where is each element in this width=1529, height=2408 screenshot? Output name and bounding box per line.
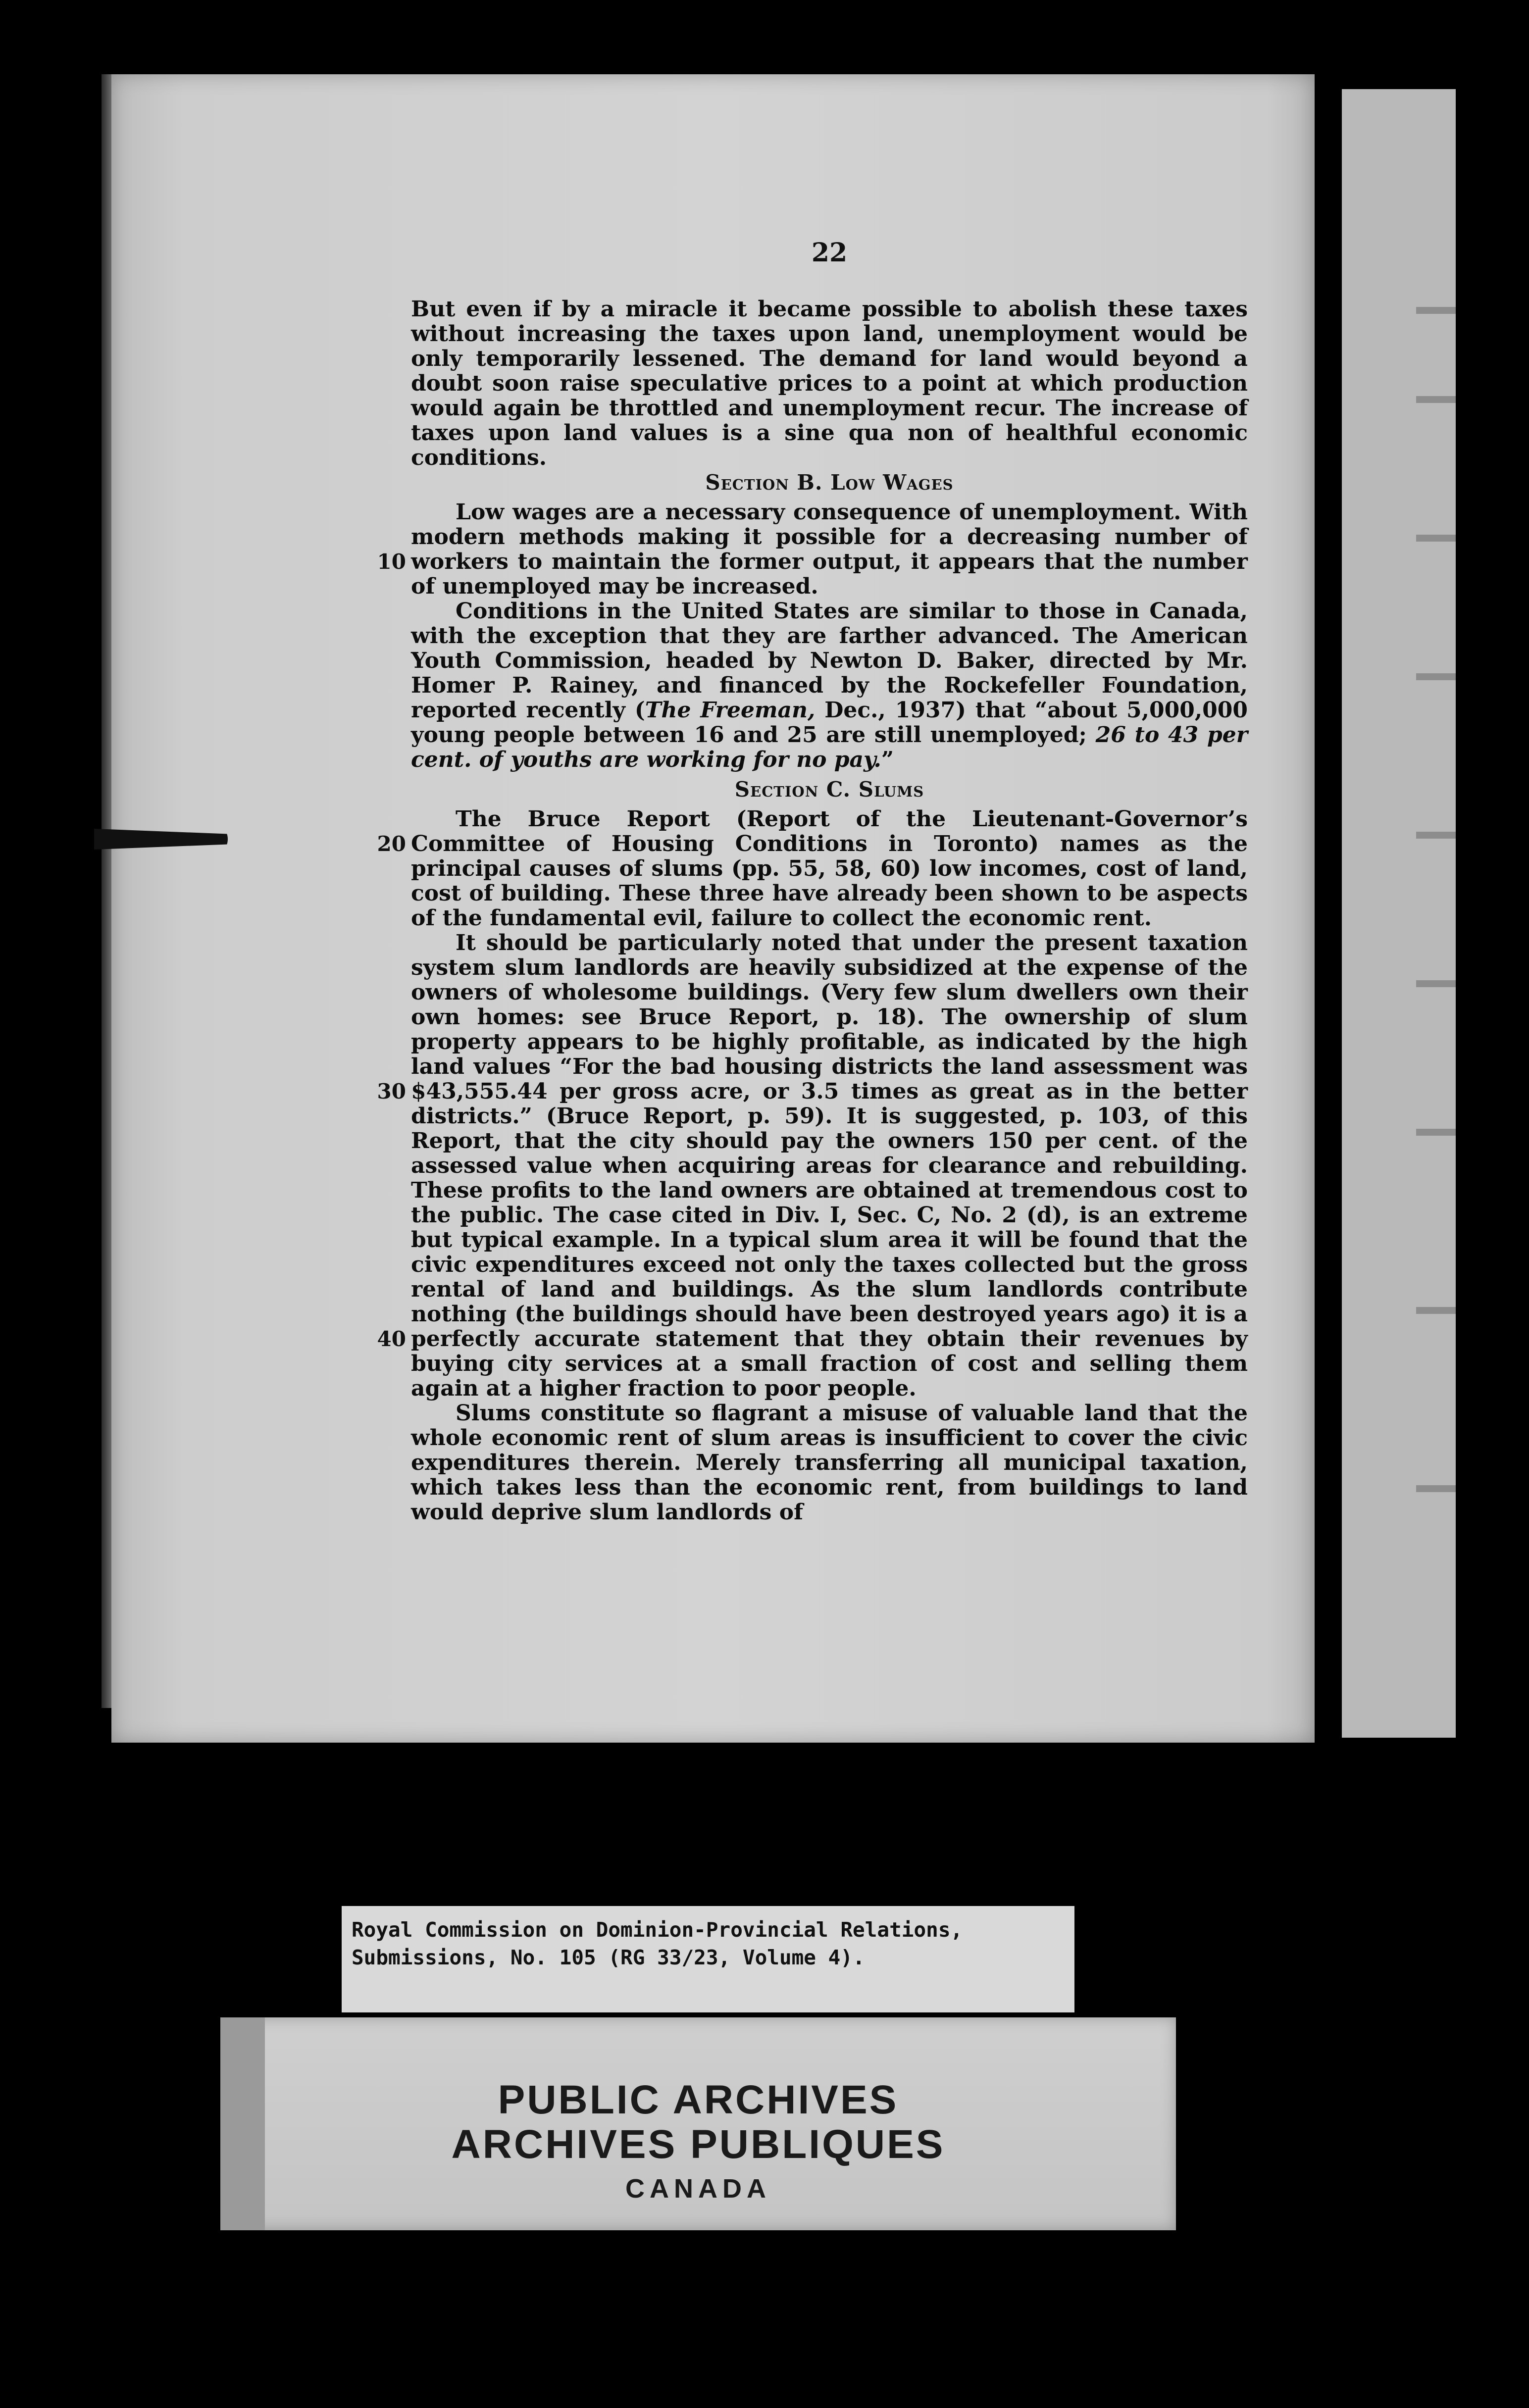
line-number-40: 40 <box>377 1327 406 1351</box>
section-b-heading: Section B. Low Wages <box>705 470 954 495</box>
line-number-10: 10 <box>377 550 406 574</box>
page-number: 22 <box>811 238 848 268</box>
archives-line-1: PUBLIC ARCHIVES <box>498 2077 899 2122</box>
paragraph-3-text <box>411 599 1248 772</box>
citation-line-1: Royal Commission on Dominion-Provincial Relations, <box>352 1918 963 1942</box>
paragraph-5-text: It should be particularly noted that under the present taxation system slum landlords are heavily subsidized at the expense of the owners of wholesome buildings. (Very few slum dwellers own their own homes: see Bruce Report, p. 18). The ownership of slum property appears to be highly profitable, as indicated by the high land values “For the bad housing districts the land assessment was $43,555.44 per gross acre, or 3.5 times as great as in the better districts.” (Bruce Report, p. 59). It is suggested, p. 103, of this Report, that the city should pay the owners 150 per cent. of the assessed value when acquiring areas for clearance and rebuilding. These profits to the land owners are obtained at tremendous cost to the public. The case cited in Div. I, Sec. C, No. 2 (d), is an extreme but typical example. In a typical slum area it will be found that the civic expenditures exceed not only the taxes collected but the gross rental of land and buildings. As the slum landlords contribute nothing (the buildings should have been destroyed years ago) it is a perfectly accurate statement that they obtain their revenues by buying city services at a small fraction of cost and selling them again at a higher fraction to poor people. <box>411 930 1248 1401</box>
paragraph-4-text: The Bruce Report (Report of the Lieutenant-Governor’s Committee of Housing Conditions in Toronto) names as the principal causes of slums (pp. 55, 58, 60) low incomes, cost of land, cost of building. These three have already been shown to be aspects of the fundamental evil, failure to collect the economic rent. <box>411 806 1248 931</box>
archives-stamp <box>220 2017 1176 2230</box>
citation-line-2: Submissions, No. 105 (RG 33/23, Volume 4). <box>352 1946 865 1969</box>
line-number-20: 20 <box>377 832 406 856</box>
citation-label <box>342 1906 1074 2012</box>
paragraph-3-source-italic: The Freeman, <box>645 698 815 723</box>
adjacent-page-edge <box>1342 89 1456 1738</box>
paragraph-3-quote-italic: 26 to 43 per cent. of youths are working for no pay. <box>411 722 1248 772</box>
paragraph-low-wages <box>411 500 1248 772</box>
paragraph-3-part-c: ” <box>881 747 894 772</box>
paragraph-unemployment <box>411 297 1248 470</box>
section-c-heading: Section C. Slums <box>734 777 924 802</box>
paragraph-6-text: Slums constitute so flagrant a misuse of valuable land that the whole economic rent of slum areas is insufficient to cover the civic expenditures therein. Merely transferring all municipal taxation, which takes less than the economic rent, from buildings to land would deprive slum landlords of <box>411 1401 1248 1525</box>
paragraph-1-text: But even if by a miracle it became possible to abolish these taxes without increasing the taxes upon land, unemployment would be only temporarily lessened. The demand for land would beyond a doubt soon raise speculative prices to a point at which production would again be throttled and unemployment recur. The increase of taxes upon land values is a sine qua non of healthful economic conditions. <box>411 297 1248 470</box>
archives-line-2: ARCHIVES PUBLIQUES <box>451 2122 945 2167</box>
archives-line-3: CANADA <box>625 2174 771 2204</box>
line-number-30: 30 <box>377 1079 406 1104</box>
paragraph-2-text: Low wages are a necessary consequence of unemployment. With modern methods making it possible for a decreasing number of workers to maintain the former output, it appears that the number of unemployed may be increased. <box>411 500 1248 599</box>
paragraph-3-part-a: Conditions in the United States are similar to those in Canada, with the exception that they are farther advanced. The American Youth Commission, headed by Newton D. Baker, directed by Mr. Homer P. Rainey, and financed by the Rockefeller Foundation, reported recently ( <box>411 599 1248 723</box>
paragraph-slums <box>411 807 1248 1525</box>
paragraph-3-part-b: Dec., 1937) that “about 5,000,000 young people between 16 and 25 are still unemployed; <box>411 698 1248 748</box>
